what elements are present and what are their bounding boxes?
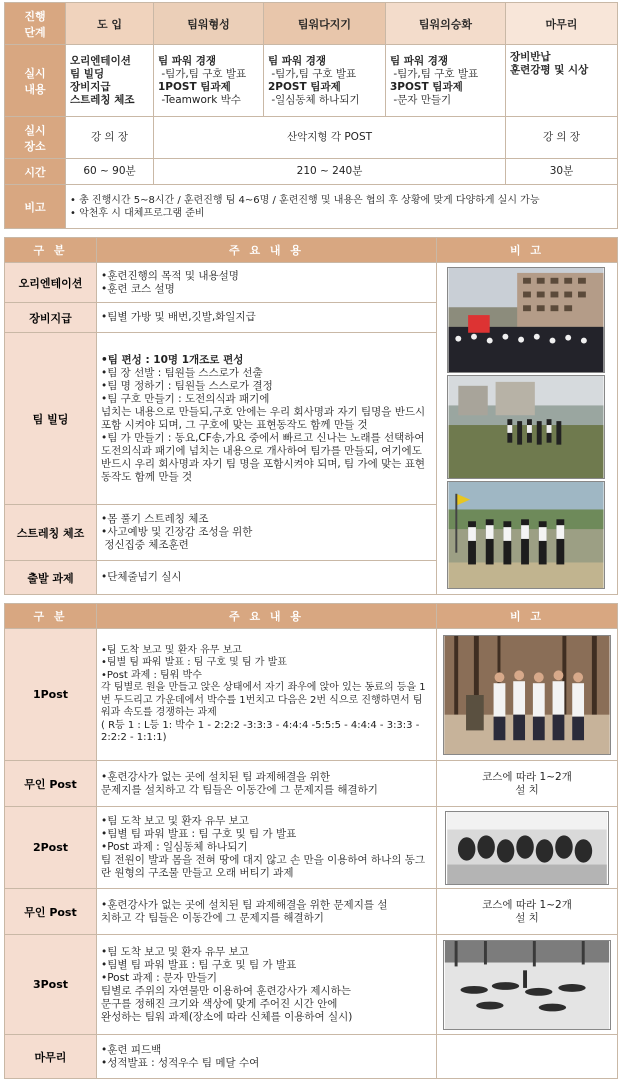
post3-photo — [443, 940, 611, 1030]
row-label: 팀 빌딩 — [5, 333, 97, 505]
stage-header-text: 진행 단계 — [24, 9, 46, 39]
place-intro: 강 의 장 — [66, 117, 154, 159]
row-line: 치하고 각 팀들은 이동간에 그 문제지를 해결하기 — [101, 911, 324, 924]
row-line: •팀 가 만들기 : 동요,CF송,가요 중에서 빠르고 신나는 노래를 선택하여 도전의식과 패기에 넘치는 내용으로 개사하여 팀가를 만들되, 여기에도 반드시 우리 회사명과 자기 팀 명을 포함시켜야 되며, 팀 가에 맞는 표현동작도 함께 만들 것 — [101, 431, 426, 483]
note-line: • 악천후 시 대체프로그램 준비 — [70, 207, 205, 219]
stage-header — [5, 3, 66, 45]
time-header: 시간 — [5, 159, 66, 185]
row-line: 포함 시켜야 되며, 그 구호에 맞는 표현동작도 함께 만들 것 — [101, 418, 368, 431]
row-line: •훈련진행의 목적 및 내용설명 — [101, 269, 239, 282]
stage-team-building: 팀워다지기 — [264, 3, 386, 45]
content-team-forming — [154, 45, 264, 117]
content-line: 훈련강평 및 시상 — [510, 64, 589, 76]
content-intro — [66, 45, 154, 117]
note-line: • 총 진행시간 5~8시간 / 훈련진행 팀 4~6명 / 훈련진행 및 내용은 협의 후 상황에 맞게 다양하게 실시 가능 — [70, 194, 540, 206]
col-header-category: 구 분 — [5, 238, 97, 263]
row-line: •훈련강사가 없는 곳에 설치된 팀 과제해결을 위한 문제지를 설 — [101, 898, 388, 911]
row-line: •훈련 피드백 — [101, 1043, 162, 1056]
row-content — [97, 761, 437, 807]
row-note — [437, 889, 618, 935]
content-line: 스트레칭 체조 — [70, 93, 135, 106]
content-line: -문자 만들기 — [390, 93, 452, 106]
stage-team-sublimation: 팀워의승화 — [386, 3, 506, 45]
program-plan-table — [4, 2, 618, 229]
content-line: 팀 파워 경쟁 — [158, 54, 217, 67]
content-line: 팀 빌딩 — [70, 67, 105, 80]
row-content — [97, 263, 437, 303]
stretching-photo — [447, 481, 605, 589]
stage-closing: 마무리 — [506, 3, 618, 45]
place-header — [5, 117, 66, 159]
note-content — [66, 185, 618, 229]
row-content — [97, 889, 437, 935]
row-content — [97, 505, 437, 561]
content-line: 팀 파워 경쟁 — [268, 54, 327, 67]
row-label: 장비지급 — [5, 303, 97, 333]
col-header-category: 구 분 — [5, 604, 97, 629]
row-line: •훈련 코스 설명 — [101, 282, 175, 295]
content-header — [5, 45, 66, 117]
row-line: •Post 과제 : 팀워 박수 — [101, 669, 202, 681]
row-line: 넘치는 내용으로 만들되,구호 안에는 우리 회사명과 자기 팀명을 반드시 — [101, 405, 426, 418]
stage-team-forming: 팀워형성 — [154, 3, 264, 45]
time-closing: 30분 — [506, 159, 618, 185]
row-line: •팀 도착 보고 및 환자 유무 보고 — [101, 945, 249, 958]
note-line: 코스에 따라 1~2개 — [482, 898, 572, 911]
row-label: 무인 Post — [5, 761, 97, 807]
row-line: •몸 풀기 스트레칭 체조 — [101, 513, 209, 525]
post3-photo-cell — [437, 935, 618, 1035]
row-line: 팀별로 주위의 자연물만 이용하여 훈련강사가 제시하는 — [101, 984, 351, 997]
content-line: -팀가,팀 구호 발표 — [268, 67, 357, 80]
row-label: 스트레칭 체조 — [5, 505, 97, 561]
row-line-text: •팀 편성 : 10명 1개조로 편성 — [101, 353, 244, 366]
content-line: 장비지급 — [70, 80, 111, 93]
time-intro: 60 ~ 90분 — [66, 159, 154, 185]
post2-photo — [445, 811, 609, 885]
content-team-sublimation — [386, 45, 506, 117]
row-content — [97, 561, 437, 595]
content-line: 장비반납 — [510, 51, 551, 63]
col-header-note: 비 고 — [437, 604, 618, 629]
row-line: •Post 과제 : 일심동체 하나되기 — [101, 841, 248, 853]
post1-photo — [443, 635, 611, 755]
row-label: 마무리 — [5, 1035, 97, 1079]
content-line: 팀 파워 경쟁 — [390, 54, 449, 67]
row-content — [97, 935, 437, 1035]
note-header: 비고 — [5, 185, 66, 229]
row-line: •성적발표 : 성적우수 팀 메달 수여 — [101, 1056, 260, 1069]
content-line: -팀가,팀 구호 발표 — [158, 67, 247, 80]
col-header-content: 주 요 내 용 — [97, 238, 437, 263]
row-content — [97, 629, 437, 761]
row-content — [97, 1035, 437, 1079]
content-line: 오리엔테이션 — [70, 54, 131, 67]
row-label: 1Post — [5, 629, 97, 761]
row-line: •팀 구호 만들기 : 도전의식과 패기에 — [101, 392, 270, 405]
row-line: 팀 전원이 발과 몸을 전혀 땅에 대지 않고 손 만을 이용하여 하나의 동그란 원형의 구조물 만들고 오래 버티기 과제 — [101, 854, 426, 879]
note-line: 코스에 따라 1~2개 — [482, 770, 572, 783]
row-line: •팀별 팀 파워 발표 : 팀 구호 및 팀 가 발표 — [101, 828, 297, 840]
place-field: 산악지형 각 POST — [154, 117, 506, 159]
note-line: 설 치 — [515, 783, 539, 796]
row-line: 완성하는 팀워 과제(장소에 따라 신체를 이용하여 실시) — [101, 1010, 353, 1023]
row-line — [101, 354, 432, 367]
row-line: •팀 도착 보고 및 환자 유무 보고 — [101, 815, 249, 827]
content-line: -일심동체 하나되기 — [268, 93, 360, 106]
row-line: •팀 장 선발 : 팀원들 스스로가 선출 — [101, 366, 263, 379]
row-line: •팀별 팀 파워 발표 : 팀 구호 및 팀 가 발표 — [101, 657, 287, 668]
row-label: 3Post — [5, 935, 97, 1035]
row-label: 출발 과제 — [5, 561, 97, 595]
place-closing: 강 의 장 — [506, 117, 618, 159]
content-closing — [506, 45, 618, 117]
row-label: 무인 Post — [5, 889, 97, 935]
row-line: •팀 명 정하기 : 팀원들 스스로가 결정 — [101, 379, 273, 392]
row-line: •훈련강사가 없는 곳에 설치된 팀 과제해결을 위한 — [101, 770, 331, 783]
row-line: •팀별 팀 파워 발표 : 팀 구호 및 팀 가 발표 — [101, 958, 297, 971]
post2-photo-cell — [437, 807, 618, 889]
stage-intro: 도 입 — [66, 3, 154, 45]
row-line: 문구를 정해진 크기와 색상에 맞게 주어진 시간 안에 — [101, 997, 338, 1010]
note-line: 설 치 — [515, 911, 539, 924]
post1-photo-cell — [437, 629, 618, 761]
row-content — [97, 333, 437, 505]
row-note — [437, 761, 618, 807]
detail-table-2 — [4, 603, 618, 1079]
row-line: •Post 과제 : 문자 만들기 — [101, 971, 218, 984]
row-line: 각 팀별로 원을 만들고 앉은 상태에서 자기 좌우에 앉아 있는 동료의 등을 1번 두드리고 가운데에서 박수를 1번치고 다음은 2번 식으로 진행하면서 팀워과 속도를 경쟁하는 과제 — [101, 682, 426, 718]
content-line: -Teamwork 박수 — [158, 93, 241, 106]
empty-note — [437, 1035, 618, 1079]
content-line: 3POST 팀과제 — [390, 80, 463, 93]
row-line: ( R등 1 : L등 1: 박수 1 - 2:2:2 -3:3:3 - 4:4:4 -5:5:5 - 4:4:4 - 3:3:3 - 2:2:2 - 1:1:1) — [101, 719, 420, 743]
row-line: 정신집중 체조훈련 — [101, 539, 189, 551]
row-line: 문제지를 설치하고 각 팀들은 이동간에 그 문제지를 해결하기 — [101, 783, 378, 796]
content-line: 1POST 팀과제 — [158, 80, 231, 93]
col-header-note: 비 고 — [437, 238, 618, 263]
row-label: 오리엔테이션 — [5, 263, 97, 303]
row-line: •팀 도착 보고 및 환자 유무 보고 — [101, 644, 242, 656]
row-line: •팀별 가방 및 배번,깃발,화일지급 — [101, 311, 256, 323]
place-header-text: 실시 장소 — [24, 123, 46, 153]
row-content — [97, 807, 437, 889]
content-line: 2POST 팀과제 — [268, 80, 341, 93]
row-line: •사고예방 및 긴장감 조성을 위한 — [101, 526, 253, 538]
content-header-text: 실시 내용 — [24, 66, 46, 96]
detail-table-1 — [4, 237, 618, 595]
row-label: 2Post — [5, 807, 97, 889]
orientation-photo — [447, 267, 605, 373]
time-field: 210 ~ 240분 — [154, 159, 506, 185]
content-team-building — [264, 45, 386, 117]
photo-column-1 — [437, 263, 618, 595]
row-content — [97, 303, 437, 333]
team-building-photo — [447, 375, 605, 479]
content-line: -팀가,팀 구호 발표 — [390, 67, 479, 80]
row-line: •단체줄넘기 실시 — [101, 571, 182, 583]
col-header-content: 주 요 내 용 — [97, 604, 437, 629]
